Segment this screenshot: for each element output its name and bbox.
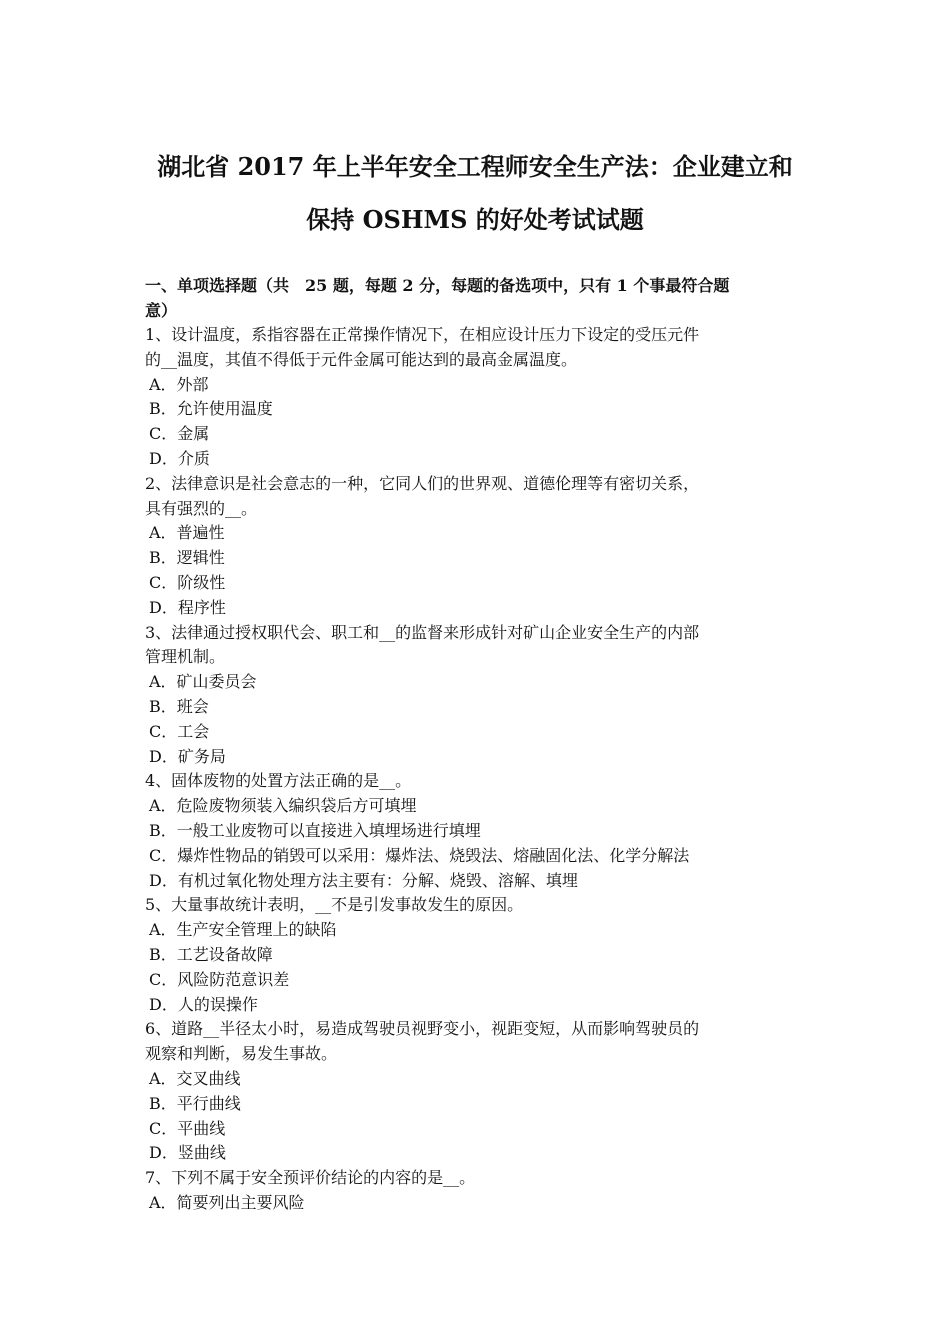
question-5	[145, 893, 825, 1017]
question-text: 的__温度，其值不得低于元件金属可能达到的最高金属温度。	[145, 349, 578, 369]
question-7	[145, 1166, 825, 1216]
option-a: A．生产安全管理上的缺陷	[149, 920, 337, 940]
option-d: D．竖曲线	[149, 1143, 226, 1163]
question-text: 3、法律通过授权职代会、职工和__的监督来形成针对矿山企业安全生产的内部	[145, 622, 700, 642]
option-a: A．交叉曲线	[149, 1068, 241, 1088]
question-4	[145, 769, 825, 893]
question-text: 管理机制。	[145, 647, 226, 667]
question-2	[145, 472, 825, 621]
option-c: C．工会	[149, 721, 210, 741]
question-1	[145, 323, 825, 472]
option-b: B．工艺设备故障	[149, 944, 273, 964]
option-a: A．危险废物须装入编织袋后方可填埋	[149, 796, 417, 816]
option-b: B．一般工业废物可以直接进入填埋场进行填埋	[149, 820, 481, 840]
question-text: 4、固体废物的处置方法正确的是__。	[145, 771, 412, 791]
option-d: D．矿务局	[149, 746, 226, 766]
option-b: B．允许使用温度	[149, 399, 273, 419]
option-d: D．程序性	[149, 597, 226, 617]
question-text: 观察和判断，易发生事故。	[145, 1044, 338, 1064]
option-a: A．简要列出主要风险	[149, 1192, 305, 1212]
question-text: 2、法律意识是社会意志的一种，它同人们的世界观、道德伦理等有密切关系，	[145, 473, 700, 493]
option-d: D．有机过氧化物处理方法主要有：分解、烧毁、溶解、填埋	[149, 870, 578, 890]
section-heading	[145, 274, 825, 323]
option-a: A．矿山委员会	[149, 672, 257, 692]
option-c: C．平曲线	[149, 1118, 226, 1138]
option-d: D．人的误操作	[149, 994, 258, 1014]
option-b: B．逻辑性	[149, 548, 225, 568]
question-text: 6、道路__半径太小时，易造成驾驶员视野变小，视距变短，从而影响驾驶员的	[145, 1019, 700, 1039]
option-a: A．普遍性	[149, 523, 225, 543]
question-text: 1、设计温度，系指容器在正常操作情况下，在相应设计压力下设定的受压元件	[145, 325, 700, 344]
question-3	[145, 621, 825, 770]
document-body	[145, 274, 825, 1216]
question-6	[145, 1017, 825, 1166]
option-d: D．介质	[149, 448, 210, 468]
option-c: C．金属	[149, 424, 210, 444]
question-text: 5、大量事故统计表明，__不是引发事故发生的原因。	[145, 895, 524, 915]
option-b: B．班会	[149, 696, 209, 716]
option-c: C．风险防范意识差	[149, 969, 290, 989]
document-title-line-1: 湖北省 2017 年上半年安全工程师安全生产法：企业建立和	[157, 152, 793, 181]
section-heading-line-2: 意）	[145, 300, 178, 320]
question-text: 具有强烈的__。	[145, 498, 258, 518]
option-c: C．爆炸性物品的销毁可以采用：爆炸法、烧毁法、熔融固化法、化学分解法	[149, 845, 690, 865]
section-heading-line-1: 一、单项选择题（共 25 题，每题 2 分，每题的备选项中，只有 1 个事最符合题	[145, 276, 730, 295]
option-a: A．外部	[149, 374, 209, 394]
document-title-line-2: 保持 OSHMS 的好处考试试题	[306, 205, 644, 234]
option-c: C．阶级性	[149, 572, 226, 592]
option-b: B．平行曲线	[149, 1093, 241, 1113]
question-text: 7、下列不属于安全预评价结论的内容的是__。	[145, 1168, 476, 1188]
